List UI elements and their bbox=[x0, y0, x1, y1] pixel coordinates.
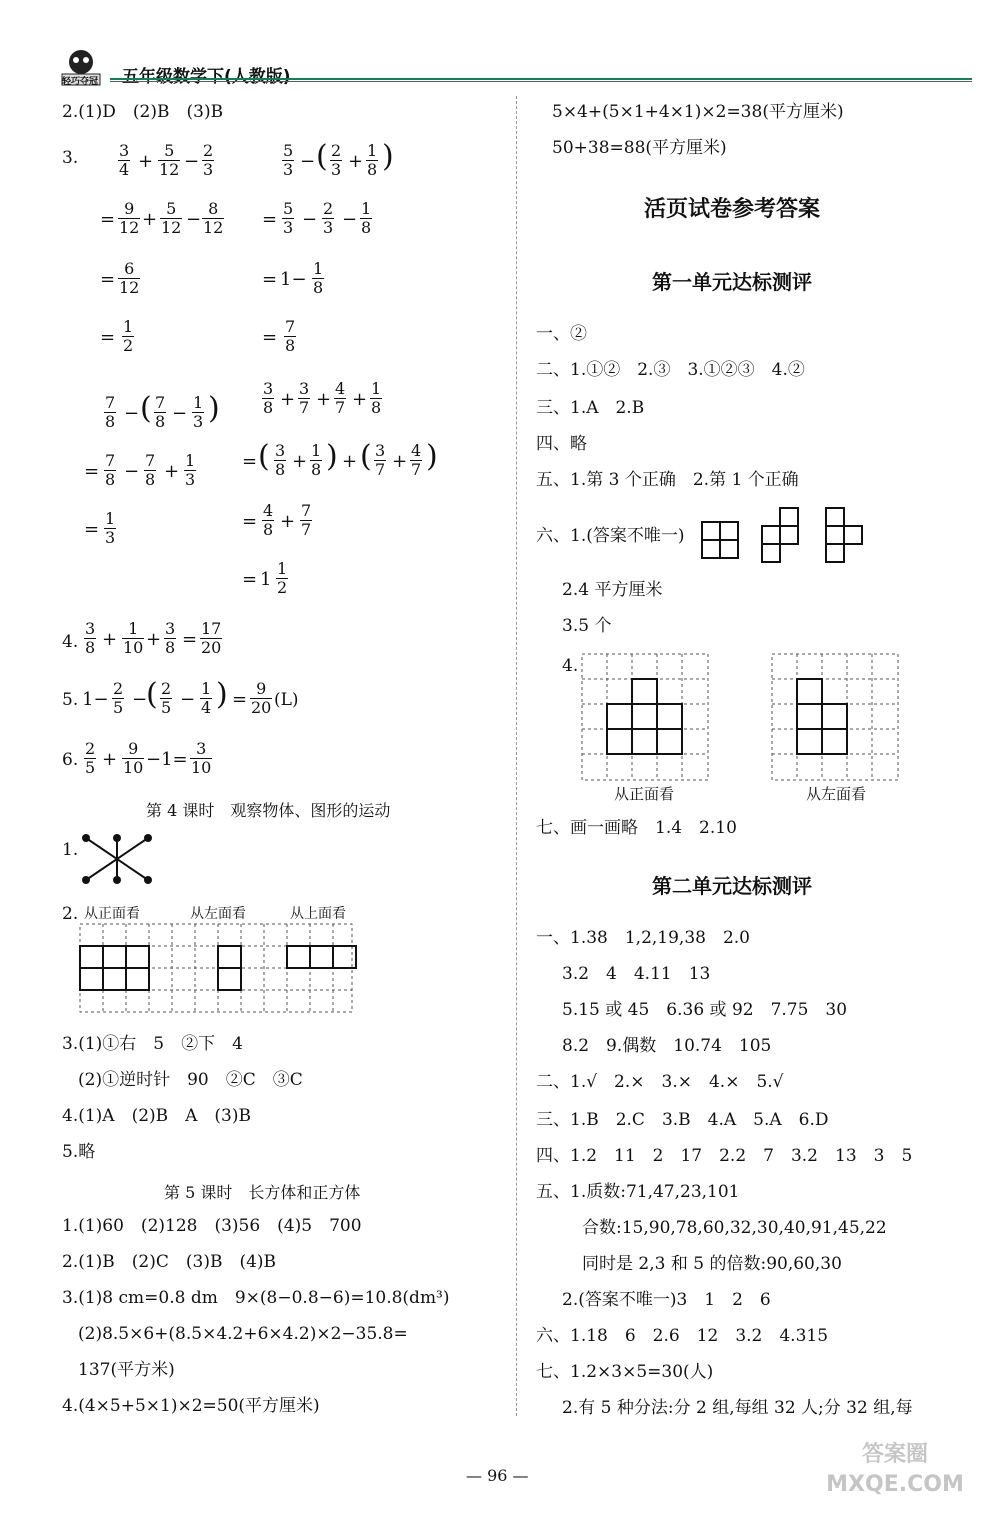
r-line-2: 50+38=88(平方厘米) bbox=[552, 138, 727, 158]
u1-q7: 七、画一画略 1.4 2.10 bbox=[536, 818, 737, 838]
watermark: 答案圈 MXQE.COM bbox=[826, 1442, 964, 1497]
u2-q3: 三、1.B 2.C 3.B 4.A 5.A 6.D bbox=[536, 1110, 829, 1130]
u2-q2: 二、1.√ 2.× 3.× 4.× 5.√ bbox=[536, 1072, 784, 1092]
page-number: — 96 — bbox=[466, 1466, 529, 1485]
u1-q6-2: 2.4 平方厘米 bbox=[562, 580, 663, 600]
l4-q3b: (2)①逆时针 90 ②C ③C bbox=[78, 1070, 303, 1090]
u1-q6-3: 3.5 个 bbox=[562, 616, 612, 636]
label-from-front: 从正面看 bbox=[614, 785, 675, 803]
l4-q3a: 3.(1)①右 5 ②下 4 bbox=[62, 1034, 243, 1054]
answer-6-label: 6. bbox=[62, 750, 79, 770]
header-rule bbox=[110, 78, 972, 80]
answer-3-label: 3. bbox=[62, 148, 79, 168]
u1-q6-4: 4. bbox=[562, 656, 579, 676]
u2-q1c: 5.15 或 45 6.36 或 92 7.75 30 bbox=[562, 1000, 848, 1020]
front-view-grid bbox=[580, 652, 710, 782]
l5-q1: 1.(1)60 (2)128 (3)56 (4)5 700 bbox=[62, 1216, 362, 1236]
book-title: 五年级数学下(人教版) bbox=[122, 67, 291, 87]
label-left-view: 从左面看 bbox=[190, 906, 246, 922]
l4-q4: 4.(1)A (2)B A (3)B bbox=[62, 1106, 252, 1126]
l5-q3c: 137(平方米) bbox=[78, 1360, 175, 1380]
lesson-5-heading: 第 5 课时 长方体和正方体 bbox=[164, 1183, 361, 1202]
l5-q3a: 3.(1)8 cm=0.8 dm 9×(8−0.8−6)=10.8(dm³) bbox=[62, 1288, 450, 1308]
answer-4-label: 4. bbox=[62, 632, 79, 652]
l5-q4: 4.(4×5+5×1)×2=50(平方厘米) bbox=[62, 1396, 320, 1416]
u1-q1: 一、② bbox=[536, 324, 587, 344]
u1-q5: 五、1.第 3 个正确 2.第 1 个正确 bbox=[536, 470, 799, 490]
label-top-view: 从上面看 bbox=[290, 906, 346, 922]
logo-text: 轻巧夺冠 bbox=[62, 77, 99, 87]
l5-q3b: (2)8.5×6+(8.5×4.2+6×4.2)×2−35.8= bbox=[78, 1324, 408, 1344]
answer-2: 2.(1)D (2)B (3)B bbox=[62, 102, 224, 122]
answer-5-label: 5. bbox=[62, 690, 79, 710]
u2-q7a: 七、1.2×3×5=30(人) bbox=[536, 1362, 714, 1382]
l4-q1-label: 1. bbox=[62, 840, 79, 860]
u2-q5d: 2.(答案不唯一)3 1 2 6 bbox=[562, 1290, 771, 1310]
l4-q2-label: 2. bbox=[62, 904, 79, 924]
u2-q1a: 一、1.38 1,2,19,38 2.0 bbox=[536, 928, 750, 948]
u2-q7b: 2.有 5 种分法:分 2 组,每组 32 人;分 32 组,每 bbox=[562, 1398, 913, 1418]
u2-q5c: 同时是 2,3 和 5 的倍数:90,60,30 bbox=[582, 1254, 842, 1274]
u2-q5b: 合数:15,90,78,60,32,30,40,91,45,22 bbox=[582, 1218, 887, 1238]
unit-2-title: 第二单元达标测评 bbox=[652, 874, 812, 898]
header-rule-thin bbox=[110, 81, 972, 82]
u2-q6: 六、1.18 6 2.6 12 3.2 4.315 bbox=[536, 1326, 829, 1346]
u2-q4: 四、1.2 11 2 17 2.2 7 3.2 13 3 5 bbox=[536, 1146, 913, 1166]
l5-q2: 2.(1)B (2)C (3)B (4)B bbox=[62, 1252, 277, 1272]
matching-diagram bbox=[78, 830, 158, 890]
label-front-view: 从正面看 bbox=[84, 906, 140, 922]
u2-q1d: 8.2 9.偶数 10.74 105 bbox=[562, 1036, 772, 1056]
l4-q5: 5.略 bbox=[62, 1142, 96, 1162]
u2-q1b: 3.2 4 4.11 13 bbox=[562, 964, 711, 984]
unit-1-title: 第一单元达标测评 bbox=[652, 270, 812, 294]
column-divider bbox=[516, 96, 517, 1416]
main-section-title: 活页试卷参考答案 bbox=[644, 197, 821, 222]
left-view-grid bbox=[770, 652, 900, 782]
u1-q4: 四、略 bbox=[536, 434, 587, 454]
lesson-4-heading: 第 4 课时 观察物体、图形的运动 bbox=[146, 801, 391, 820]
u1-q3: 三、1.A 2.B bbox=[536, 398, 645, 418]
u2-q5a: 五、1.质数:71,47,23,101 bbox=[536, 1182, 740, 1202]
three-views-grid bbox=[78, 922, 358, 1016]
u1-q2: 二、1.①② 2.③ 3.①②③ 4.② bbox=[536, 360, 805, 380]
net-figures bbox=[700, 506, 870, 564]
r-line-1: 5×4+(5×1+4×1)×2=38(平方厘米) bbox=[552, 102, 844, 122]
label-from-left: 从左面看 bbox=[806, 785, 867, 803]
book-logo bbox=[60, 46, 102, 86]
u1-q6: 六、1.(答案不唯一) bbox=[536, 526, 685, 546]
